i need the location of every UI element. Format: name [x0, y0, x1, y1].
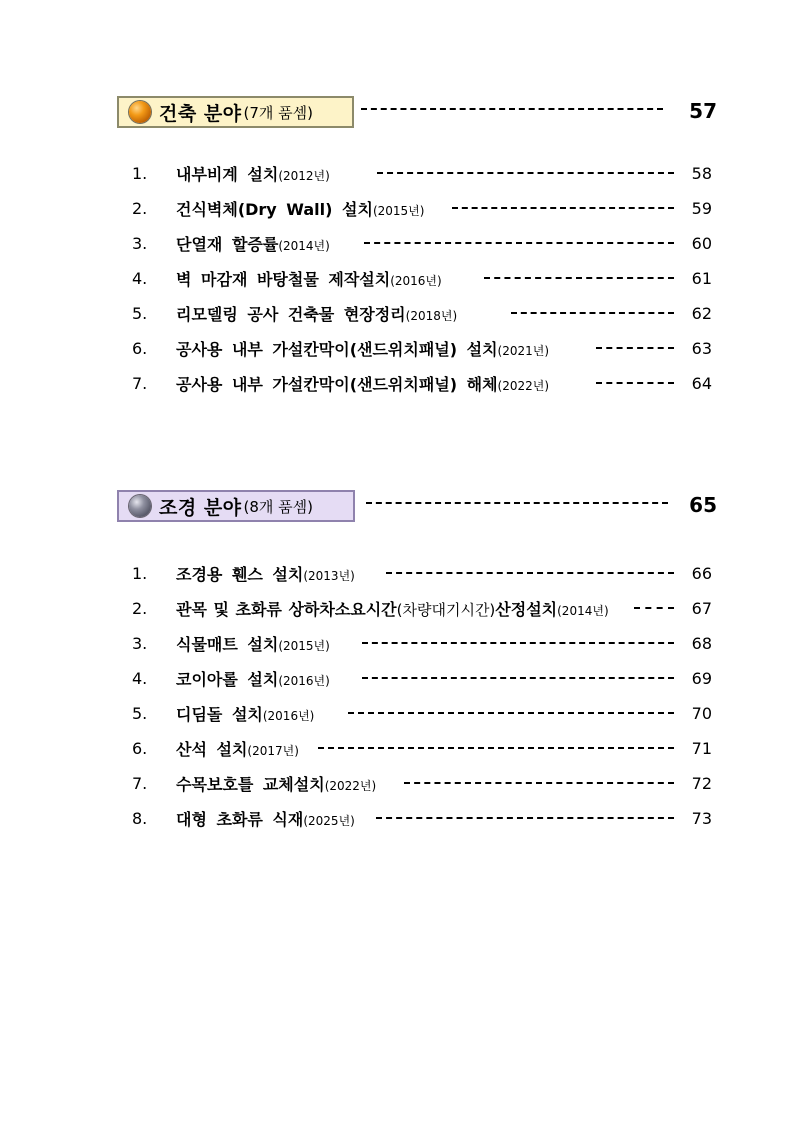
toc-item[interactable] — [0, 267, 793, 291]
section-landscape — [0, 490, 793, 526]
leader-dashes — [377, 172, 674, 174]
item-year: (2015년) — [372, 204, 425, 218]
item-year: (2014년) — [557, 604, 609, 618]
item-title: 리모델링 공사 건축물 현장정리(2018년) — [176, 305, 458, 324]
item-year: (2012년) — [278, 169, 330, 183]
item-page-number: 70 — [691, 704, 712, 723]
leader-dashes — [376, 817, 674, 819]
item-title: 관목 및 초화류 상하차소요시간(차량대기시간)산정설치(2014년) — [176, 600, 609, 619]
leader-dashes — [452, 207, 674, 209]
leader-dashes — [366, 502, 668, 504]
item-year: (2013년) — [303, 569, 355, 583]
item-number: 3. — [132, 634, 148, 653]
item-page-number: 59 — [691, 199, 712, 218]
item-year: (2014년) — [278, 239, 330, 253]
item-title: 수목보호틀 교체설치(2022년) — [176, 775, 377, 794]
section-architecture — [0, 96, 793, 132]
item-year: (2022년) — [324, 779, 377, 793]
toc-item[interactable] — [0, 302, 793, 326]
item-year: (2021년) — [497, 344, 550, 358]
leader-dashes — [364, 242, 674, 244]
section-count: (8개 품셈) — [243, 497, 314, 516]
toc-item[interactable] — [0, 232, 793, 256]
item-year: (2022년) — [497, 379, 550, 393]
toc-item[interactable] — [0, 372, 793, 396]
item-title: 공사용 내부 가설칸막이(샌드위치패널) 해체(2022년) — [176, 375, 550, 394]
leader-dashes — [484, 277, 674, 279]
orange-bullet-icon — [129, 101, 151, 123]
item-title: 코이아롤 설치(2016년) — [176, 670, 330, 689]
item-year: (2016년) — [262, 709, 315, 723]
leader-dashes — [386, 572, 674, 574]
item-title: 대형 초화류 식재(2025년) — [176, 810, 355, 829]
item-title: 건식벽체(Dry Wall) 설치(2015년) — [176, 200, 425, 219]
item-number: 8. — [132, 809, 148, 828]
item-year: (2018년) — [405, 309, 458, 323]
item-number: 2. — [132, 599, 148, 618]
section-title: 조경 분야 — [159, 496, 242, 519]
toc-item[interactable] — [0, 597, 793, 621]
item-title: 벽 마감재 바탕철물 제작설치(2016년) — [176, 270, 442, 289]
section-page-number: 57 — [689, 99, 717, 123]
item-subtext: (차량대기시간) — [396, 601, 496, 619]
section-count: (7개 품셈) — [243, 103, 314, 122]
toc-item[interactable] — [0, 737, 793, 761]
item-title: 내부비계 설치(2012년) — [176, 165, 330, 184]
toc-item[interactable] — [0, 702, 793, 726]
leader-dashes — [362, 677, 674, 679]
item-page-number: 66 — [691, 564, 712, 583]
item-number: 1. — [132, 164, 148, 183]
item-page-number: 60 — [691, 234, 712, 253]
item-number: 5. — [132, 304, 148, 323]
item-page-number: 58 — [691, 164, 712, 183]
item-page-number: 71 — [691, 739, 712, 758]
item-year: (2016년) — [278, 674, 330, 688]
item-title: 조경용 휀스 설치(2013년) — [176, 565, 355, 584]
section-title-box — [117, 490, 355, 522]
item-year: (2016년) — [390, 274, 442, 288]
item-number: 2. — [132, 199, 148, 218]
item-page-number: 61 — [691, 269, 712, 288]
leader-dashes — [596, 382, 674, 384]
item-title: 디딤돌 설치(2016년) — [176, 705, 315, 724]
item-number: 1. — [132, 564, 148, 583]
section-title: 건축 분야 — [159, 102, 242, 125]
section-page-number: 65 — [689, 493, 717, 517]
item-page-number: 62 — [691, 304, 712, 323]
leader-dashes — [596, 347, 674, 349]
item-title: 공사용 내부 가설칸막이(샌드위치패널) 설치(2021년) — [176, 340, 550, 359]
item-number: 3. — [132, 234, 148, 253]
item-page-number: 68 — [691, 634, 712, 653]
toc-item[interactable] — [0, 562, 793, 586]
leader-dashes — [361, 108, 663, 110]
item-page-number: 64 — [691, 374, 712, 393]
toc-item[interactable] — [0, 807, 793, 831]
item-page-number: 69 — [691, 669, 712, 688]
item-number: 4. — [132, 669, 148, 688]
item-year: (2017년) — [247, 744, 299, 758]
section-title-box — [117, 96, 354, 128]
leader-dashes — [511, 312, 674, 314]
item-year: (2015년) — [278, 639, 330, 653]
leader-dashes — [404, 782, 674, 784]
item-title: 산석 설치(2017년) — [176, 740, 299, 759]
item-title: 단열재 할증률(2014년) — [176, 235, 330, 254]
item-page-number: 67 — [691, 599, 712, 618]
section-header — [0, 96, 793, 132]
item-number: 4. — [132, 269, 148, 288]
item-number: 5. — [132, 704, 148, 723]
leader-dashes — [362, 642, 674, 644]
section-header — [0, 490, 793, 526]
leader-dashes — [348, 712, 674, 714]
item-page-number: 63 — [691, 339, 712, 358]
leader-dashes — [318, 747, 674, 749]
gray-bullet-icon — [129, 495, 151, 517]
item-number: 7. — [132, 774, 148, 793]
leader-dashes — [634, 607, 674, 609]
item-page-number: 73 — [691, 809, 712, 828]
toc-item[interactable] — [0, 197, 793, 221]
item-title: 식물매트 설치(2015년) — [176, 635, 330, 654]
toc-item[interactable] — [0, 632, 793, 656]
toc-item[interactable] — [0, 667, 793, 691]
item-number: 6. — [132, 339, 148, 358]
toc-item[interactable] — [0, 772, 793, 796]
toc-item[interactable] — [0, 337, 793, 361]
item-number: 7. — [132, 374, 148, 393]
item-number: 6. — [132, 739, 148, 758]
toc-item[interactable] — [0, 162, 793, 186]
item-page-number: 72 — [691, 774, 712, 793]
item-year: (2025년) — [303, 814, 355, 828]
